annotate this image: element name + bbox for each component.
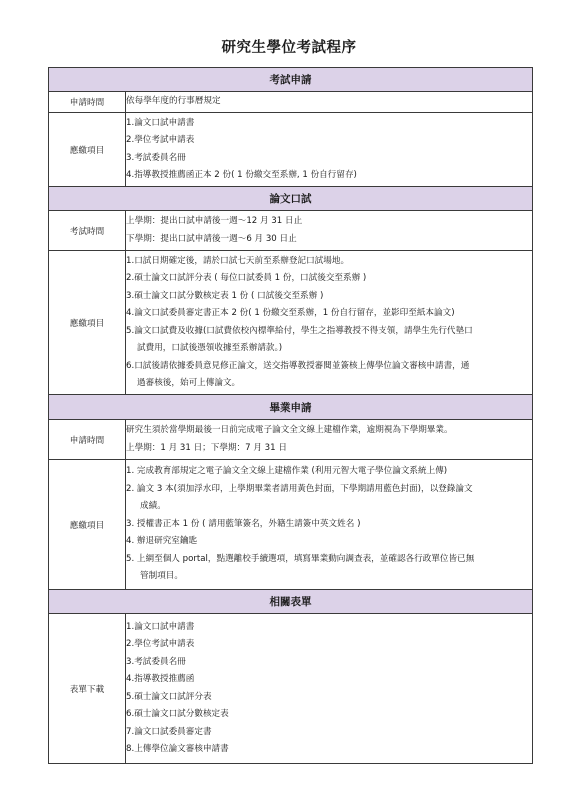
content-line: 上學期：1 月 31 日；下學期：7 月 31 日	[126, 442, 287, 453]
list-item: 2.學位考試申請表	[126, 135, 195, 145]
list-item: 4.指導教授推薦函正本 2 份( 1 份繳交至系辦, 1 份自行留存)	[126, 170, 357, 180]
list-item: 管制項目。	[140, 571, 183, 582]
form-link[interactable]: 4.指導教授推薦函	[126, 674, 195, 684]
list-item: 3. 授權書正本 1 份 ( 請用藍筆簽名，外籍生請簽中英文姓名 )	[126, 518, 361, 529]
row-content	[126, 211, 533, 251]
form-link[interactable]: 1.論文口試申請書	[126, 621, 195, 632]
table-row	[49, 113, 533, 187]
row-content	[126, 113, 533, 187]
procedure-table	[48, 67, 533, 764]
list-item: 3.碩士論文口試分數核定表 1 份 ( 口試後交至系辦 )	[126, 290, 324, 301]
content-line: 依每學年度的行事曆規定	[126, 96, 221, 107]
list-item: 1. 完成教育部規定之電子論文全文線上建檔作業 (利用元智大電子學位論文系統上傳)	[126, 466, 448, 477]
form-link[interactable]: 3.考試委員名冊	[126, 656, 186, 667]
list-item: 4.論文口試委員審定書正本 2 份( 1 份繳交至系辦，1 份自行留存，並影印至紙本論文)	[126, 308, 455, 318]
row-label: 申請時間	[49, 420, 126, 460]
list-item: 試費用，口試後憑領收據至系辦請款。)	[137, 343, 283, 353]
row-content	[126, 614, 533, 764]
page-title: 研究生學位考試程序	[221, 40, 357, 56]
row-content	[126, 420, 533, 460]
list-item: 2.碩士論文口試評分表 ( 每位口試委員 1 份，口試後交至系辦 )	[126, 273, 367, 283]
table-row	[49, 92, 533, 113]
row-label: 應繳項目	[49, 251, 126, 395]
section-header-row	[49, 68, 533, 92]
row-label: 申請時間	[49, 92, 126, 113]
section-header-graduation: 畢業申請	[49, 395, 533, 420]
list-item: 4. 辦退研究室鑰匙	[126, 536, 198, 547]
table-row	[49, 420, 533, 460]
section-header-row	[49, 590, 533, 614]
row-label: 應繳項目	[49, 460, 126, 590]
form-link[interactable]: 5.碩士論文口試評分表	[126, 691, 212, 702]
form-link[interactable]: 2.學位考試申請表	[126, 639, 195, 649]
form-link[interactable]: 6.碩士論文口試分數核定表	[126, 709, 229, 719]
list-item: 6.口試後請依據委員意見修正論文，送交指導教授審閱並簽核上傳學位論文審核申請書，通	[126, 360, 470, 371]
section-header-exam-apply: 考試申請	[49, 68, 533, 92]
list-item: 過審核後，始可上傳論文。	[137, 378, 241, 388]
table-row	[49, 211, 533, 251]
table-row	[49, 251, 533, 395]
list-item: 成績。	[140, 501, 166, 512]
content-line: 下學期：提出口試申請後一週～6 月 30 日止	[126, 233, 297, 244]
list-item: 2. 論文 3 本(須加浮水印，上學期畢業者請用黃色封面，下學期請用藍色封面)，以登錄論文	[126, 483, 473, 494]
row-content	[126, 251, 533, 395]
list-item: 5. 上網至個人 portal，點選離校手續選項，填寫畢業動向調查表，並確認各行政單位皆已無	[126, 553, 475, 564]
content-line: 上學期：提出口試申請後一週～12 月 31 日止	[126, 216, 303, 226]
form-link[interactable]: 7.論文口試委員審定書	[126, 726, 212, 737]
content-line: 研究生須於當學期最後一日前完成電子論文全文線上建檔作業，逾期視為下學期畢業。	[126, 425, 453, 435]
row-label: 表單下載	[49, 614, 126, 764]
list-item: 3.考試委員名冊	[126, 152, 186, 163]
row-content	[126, 460, 533, 590]
list-item: 1.口試日期確定後，請於口試七天前至系辦登記口試場地。	[126, 255, 350, 266]
list-item: 1.論文口試申請書	[126, 117, 195, 128]
row-label: 應繳項目	[49, 113, 126, 187]
section-header-row	[49, 187, 533, 211]
section-header-forms: 相關表單	[49, 590, 533, 614]
table-row	[49, 614, 533, 764]
section-header-oral-defense: 論文口試	[49, 187, 533, 211]
row-label: 考試時間	[49, 211, 126, 251]
form-link[interactable]: 8.上傳學位論文審核申請書	[126, 744, 229, 754]
table-row	[49, 460, 533, 590]
row-content	[126, 92, 533, 113]
section-header-row	[49, 395, 533, 420]
list-item: 5.論文口試費及收據(口試費依校內標準給付，學生之指導教授不得支領，請學生先行代墊口	[126, 325, 473, 336]
